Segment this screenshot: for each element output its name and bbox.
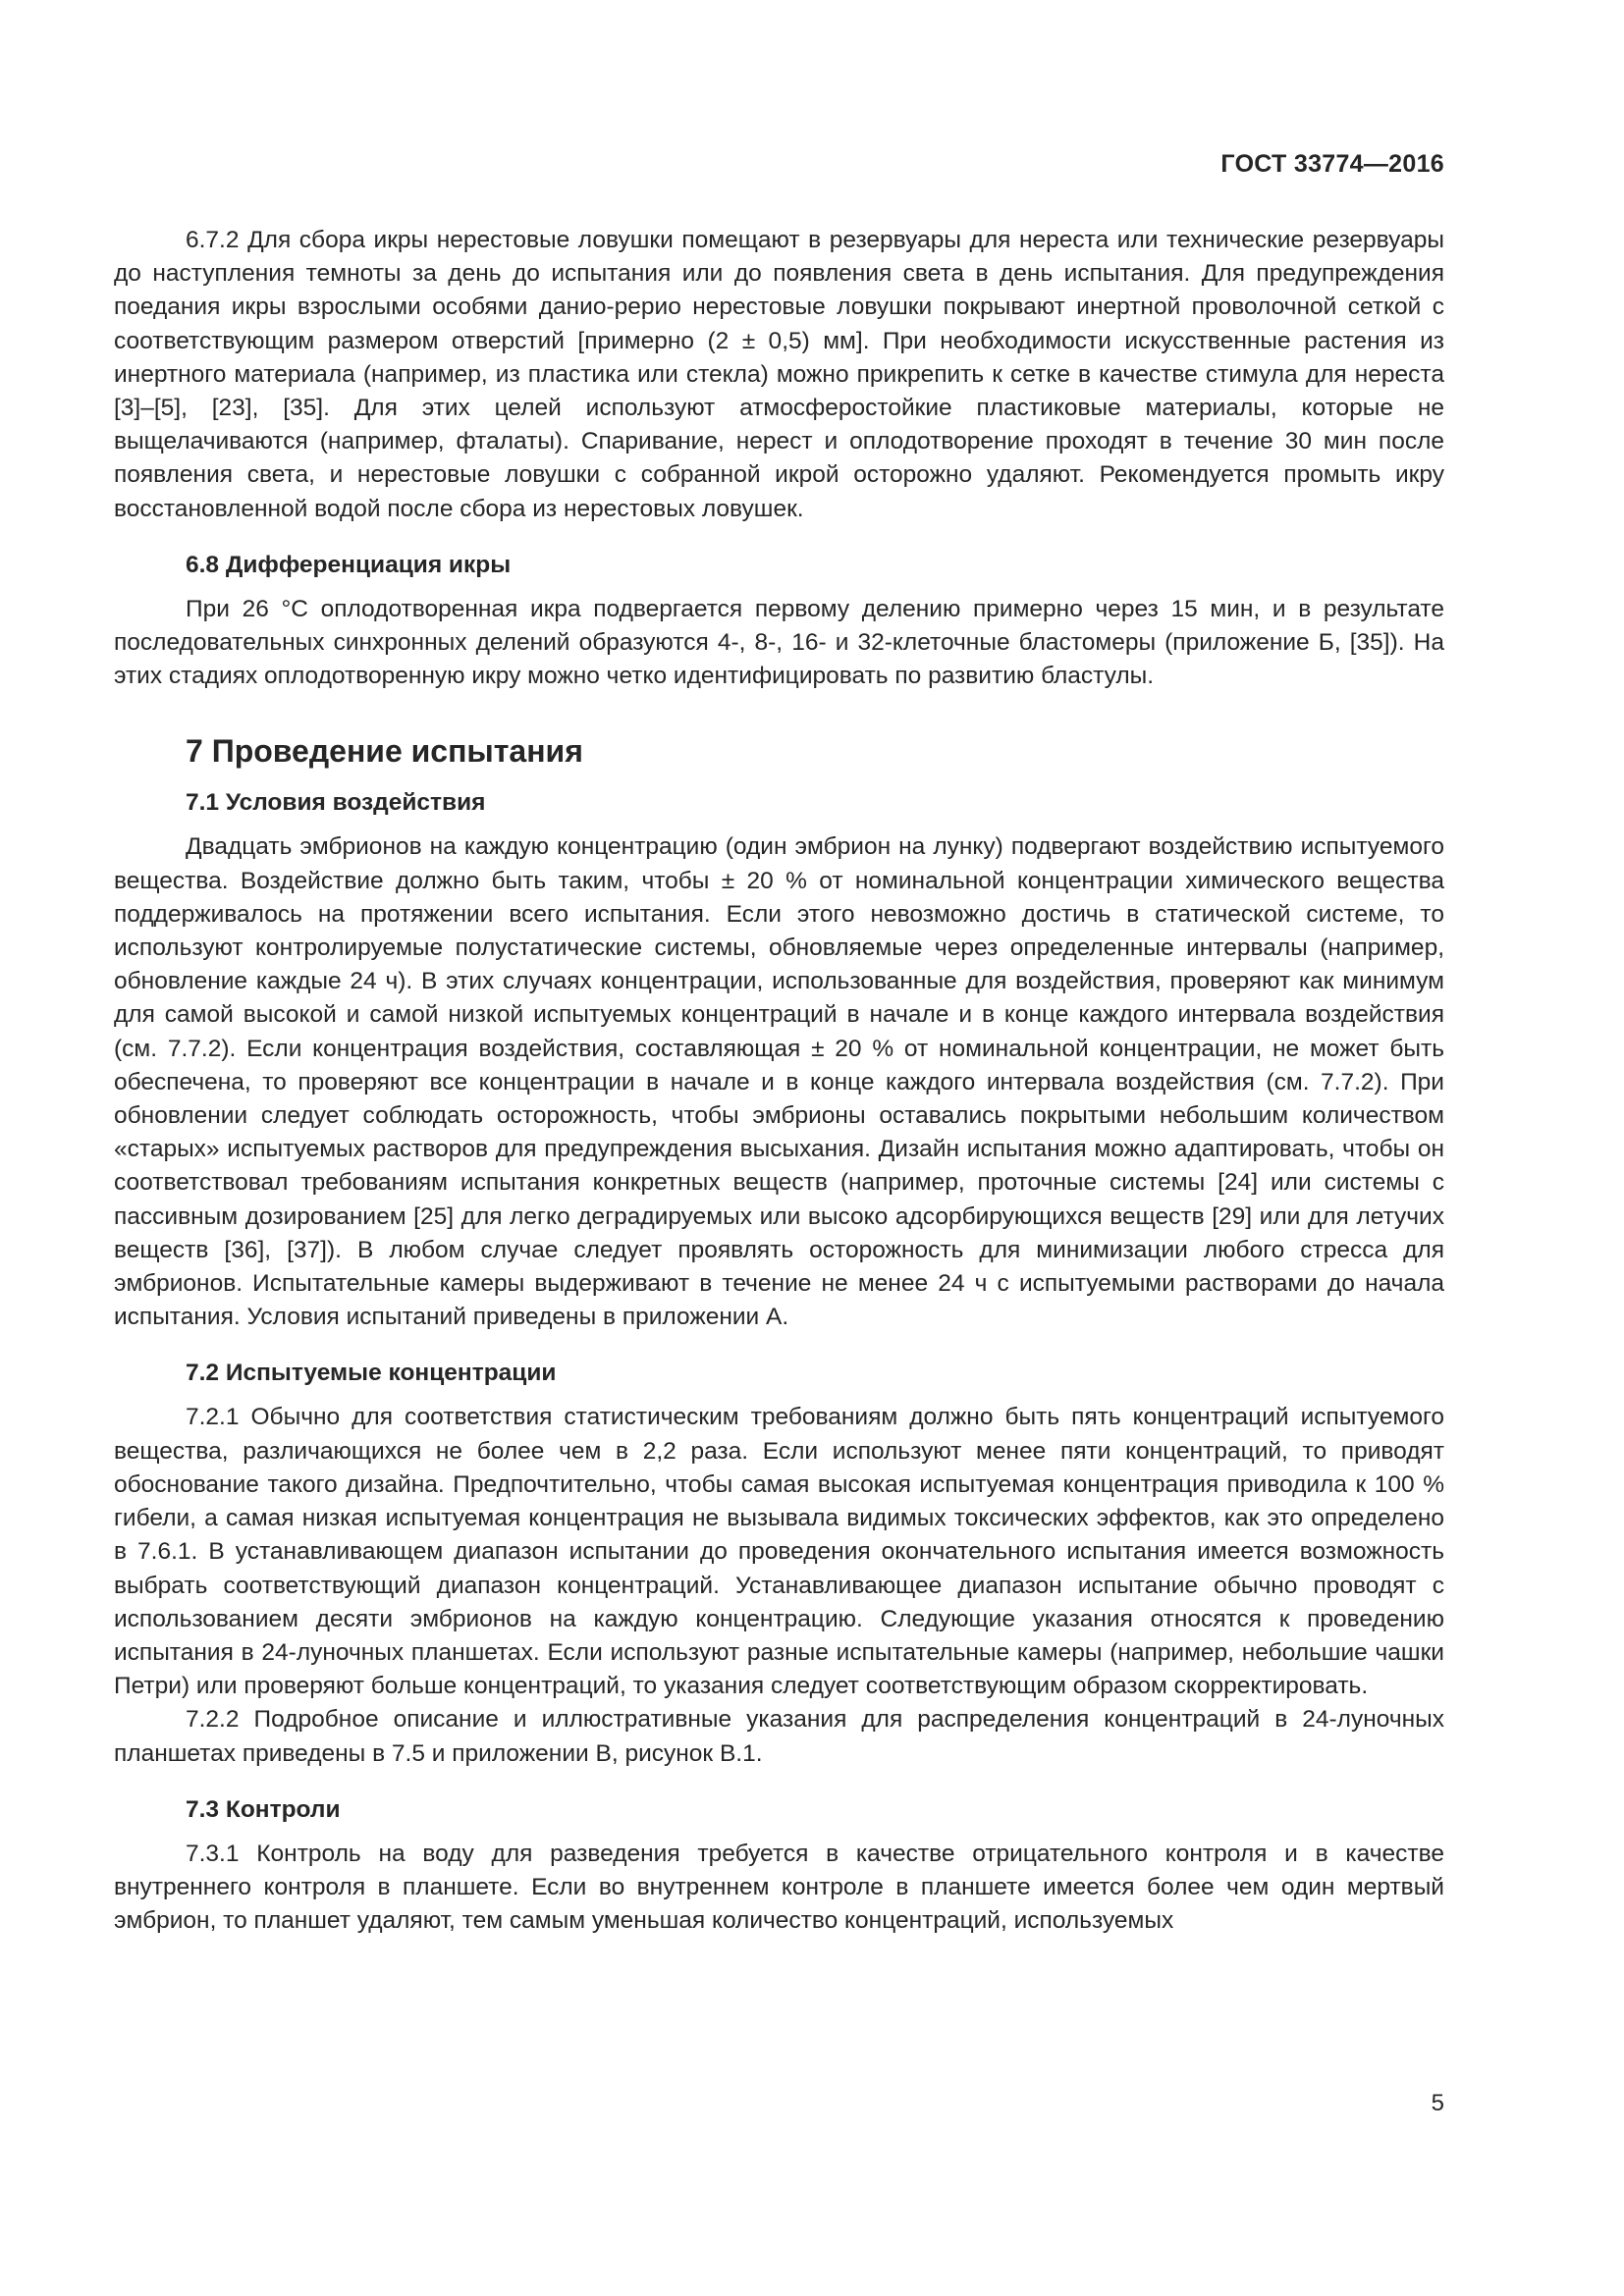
heading-6-8: 6.8 Дифференциация икры <box>186 551 512 578</box>
heading-7-2: 7.2 Испытуемые концентрации <box>186 1360 557 1387</box>
heading-7-3: 7.3 Контроли <box>186 1795 341 1823</box>
paragraph-7-2-1: 7.2.1 Обычно для соответствия статистическим требованиям должно быть пять концентраций испытуемого вещества, различающихся не более чем в 2,2 раза. Если используют менее пяти концентраций, то приводят обоснование такого дизайна. Предпочтительно, чтобы самая высокая испытуемая концентрация приводила к 100 % гибели, а самая низкая испытуемая концентрация не вызывала видимых токсических эффектов, как это определено в 7.6.1. В устанавливающем диапазон испытании до проведения окончательного испытания имеется возможность выбрать соответствующий диапазон концентраций. Устанавливающее диапазон испытание обычно проводят с использованием десяти эмбрионов на каждую концентрацию. Следующие указания относятся к проведению испытания в 24-луночных планшетах. Если используют разные испытательные камеры (например, небольшие чашки Петри) или проверяют больше концентраций, то указания следует соответствующим образом скорректировать. <box>114 1404 1444 1700</box>
page-number: 5 <box>1431 2090 1444 2116</box>
paragraph-7-3-1: 7.3.1 Контроль на воду для разведения требуется в качестве отрицательного контроля и в качестве внутреннего контроля в планшете. Если во внутреннем контроле в планшете имеется более чем один мертвый эмбрион, то планшет удаляют, тем самым уменьшая количество концентраций, используемых <box>114 1840 1444 1935</box>
paragraph-7-2-2: 7.2.2 Подробное описание и иллюстративные указания для распределения концентраций в 24-луночных планшетах приведены в 7.5 и приложении В, рисунок В.1. <box>114 1706 1444 1767</box>
paragraph-6-8: При 26 °С оплодотворенная икра подвергается первому делению примерно через 15 мин, и в результате последовательных синхронных делений образуются 4-, 8-, 16- и 32-клеточные бластомеры (приложение Б, [35]). На этих стадиях оплодотворенную икру можно четко идентифицировать по развитию бластулы. <box>114 595 1444 690</box>
document-code: ГОСТ 33774—2016 <box>1220 150 1444 178</box>
paragraph-7-1: Двадцать эмбрионов на каждую концентрацию (один эмбрион на лунку) подвергают воздействию испытуемого вещества. Воздействие должно быть таким, чтобы ± 20 % от номинальной концентрации химического вещества поддерживалось на протяжении всего испытания. Если этого невозможно достичь в статической системе, то используют контролируемые полустатические системы, обновляемые через определенные интервалы (например, обновление каждые 24 ч). В этих случаях концентрации, использованные для воздействия, проверяют как минимум для самой высокой и самой низкой испытуемых концентраций в начале и в конце каждого интервала воздействия (см. 7.7.2). Если концентрация воздействия, составляющая ± 20 % от номинальной концентрации, не может быть обеспечена, то проверяют все концентрации в начале и в конце каждого интервала воздействия (см. 7.7.2). При обновлении следует соблюдать осторожность, чтобы эмбрионы оставались покрытыми небольшим количеством «старых» испытуемых растворов для предупреждения высыхания. Дизайн испытания можно адаптировать, чтобы он соответствовал требованиям испытания конкретных веществ (например, проточные системы [24] или системы с пассивным дозированием [25] для легко деградируемых или высоко адсорбирующихся веществ [29] или для летучих веществ [36], [37]). В любом случае следует проявлять осторожность для минимизации любого стресса для эмбрионов. Испытательные камеры выдерживают в течение не менее 24 ч с испытуемыми растворами до начала испытания. Условия испытаний приведены в приложении А. <box>114 833 1444 1331</box>
paragraph-6-7-2: 6.7.2 Для сбора икры нерестовые ловушки помещают в резервуары для нереста или технические резервуары до наступления темноты за день до испытания или до появления света в день испытания. Для предупреждения поедания икры взрослыми особями данио-рерио нерестовые ловушки покрывают инертной проволочной сеткой с соответствующим размером отверстий [примерно (2 ± 0,5) мм]. При необходимости искусственные растения из инертного материала (например, из пластика или стекла) можно прикрепить к сетке в качестве стимула для нереста [3]–[5], [23], [35]. Для этих целей используют атмосферостойкие пластиковые материалы, которые не выщелачиваются (например, фталаты). Спаривание, нерест и оплодотворение проходят в течение 30 мин после появления света, и нерестовые ловушки с собранной икрой осторожно удаляют. Рекомендуется промыть икру восстановленной водой после сбора из нерестовых ловушек. <box>114 227 1444 522</box>
heading-section-7: 7 Проведение испытания <box>186 733 583 770</box>
heading-7-1: 7.1 Условия воздействия <box>186 789 486 817</box>
document-body <box>114 224 1444 1938</box>
